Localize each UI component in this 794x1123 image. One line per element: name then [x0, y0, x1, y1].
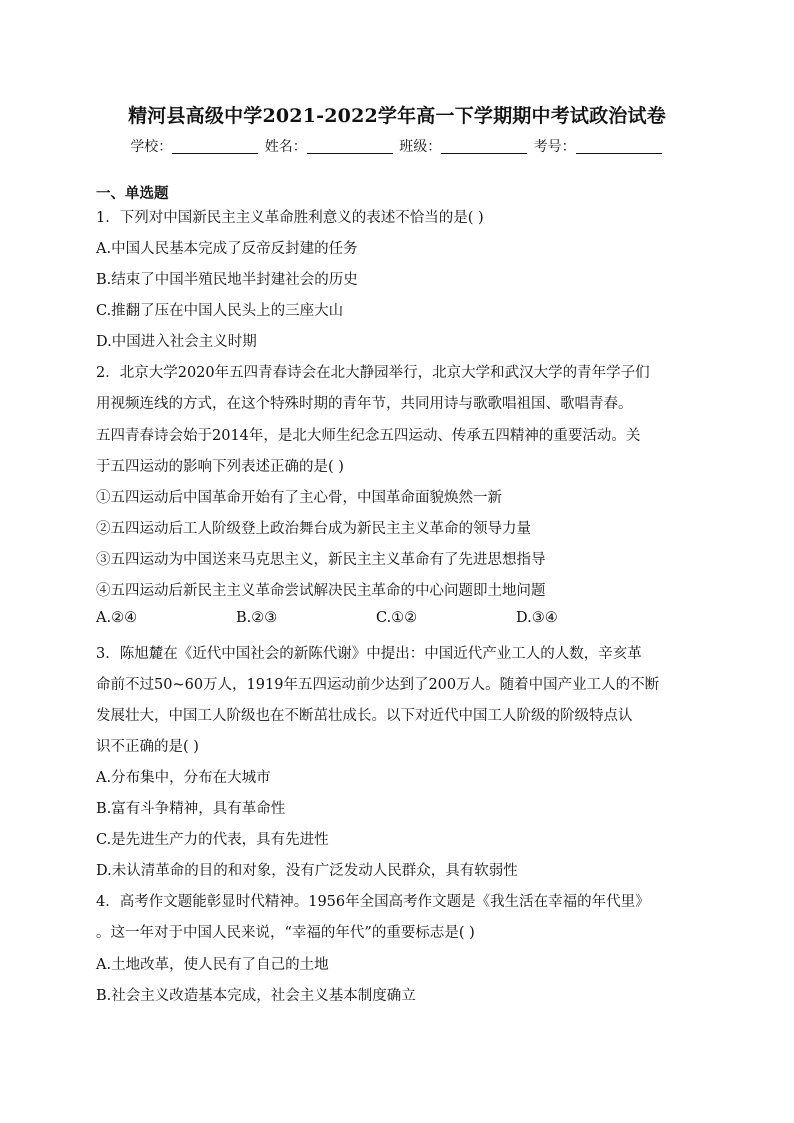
- school-blank[interactable]: [172, 139, 258, 154]
- q3-stem-line-4: 识不正确的是( ): [96, 739, 199, 755]
- number-label: 考号：: [533, 139, 576, 155]
- q3-stem-line-3: 发展壮大，中国工人阶级也在不断茁壮成长。以下对近代中国工人阶级的阶级特点认: [96, 708, 633, 724]
- q3-option-b: B.富有斗争精神，具有革命性: [96, 801, 286, 817]
- q4-option-b: B.社会主义改造基本完成，社会主义基本制度确立: [96, 988, 416, 1004]
- q3-stem-line-2: 命前不过50~60万人，1919年五四运动前少达到了200万人。随着中国产业工人的不断: [96, 677, 660, 693]
- q1-option-a: A.中国人民基本完成了反帝反封建的任务: [96, 241, 358, 257]
- school-label: 学校：: [130, 139, 173, 155]
- q2-stem-line-1: 2．北京大学2020年五四青春诗会在北大静园举行，北京大学和武汉大学的青年学子们: [96, 365, 650, 381]
- name-label: 姓名：: [264, 139, 307, 155]
- q2-statement-4: ④五四运动后新民主主义革命尝试解决民主革命的中心问题即土地问题: [96, 583, 546, 599]
- q3-stem-line-1: 3．陈旭麓在《近代中国社会的新陈代谢》中提出：中国近代产业工人的人数，辛亥革: [96, 646, 642, 662]
- q2-stem-line-2: 用视频连线的方式，在这个特殊时期的青年节，共同用诗与歌歌唱祖国、歌唱青春。: [96, 396, 633, 412]
- q2-option-a: A.②④: [96, 610, 138, 626]
- student-info-row: [0, 136, 794, 156]
- q1-stem: 1．下列对中国新民主主义革命胜利意义的表述不恰当的是( ): [96, 210, 484, 226]
- number-blank[interactable]: [576, 139, 662, 154]
- q4-stem-line-2: 。这一年对于中国人民来说，“幸福的年代”的重要标志是( ): [96, 925, 475, 941]
- q1-option-c: C.推翻了压在中国人民头上的三座大山: [96, 303, 344, 319]
- q3-option-a: A.分布集中，分布在大城市: [96, 770, 271, 786]
- q1-option-d: D.中国进入社会主义时期: [96, 334, 257, 350]
- q2-stem-line-3: 五四青春诗会始于2014年，是北大师生纪念五四运动、传承五四精神的重要活动。关: [96, 428, 641, 444]
- q4-stem-line-1: 4．高考作文题能彰显时代精神。1956年全国高考作文题是《我生活在幸福的年代里》: [96, 894, 650, 910]
- q2-options: [96, 610, 656, 626]
- q2-option-d: D.③④: [516, 610, 558, 626]
- q2-option-b: B.②③: [236, 610, 278, 626]
- class-blank[interactable]: [441, 139, 527, 154]
- q2-statement-1: ①五四运动后中国革命开始有了主心骨，中国革命面貌焕然一新: [96, 490, 502, 506]
- q3-option-d: D.未认清革命的目的和对象，没有广泛发动人民群众，具有软弱性: [96, 863, 518, 879]
- q1-option-b: B.结束了中国半殖民地半封建社会的历史: [96, 272, 358, 288]
- section-heading: 一、单选题: [96, 185, 169, 202]
- q2-statement-2: ②五四运动后工人阶级登上政治舞台成为新民主主义革命的领导力量: [96, 521, 531, 537]
- q2-stem-line-4: 于五四运动的影响下列表述正确的是( ): [96, 459, 344, 475]
- exam-title: 精河县高级中学2021-2022学年高一下学期期中考试政治试卷: [128, 105, 666, 127]
- q3-option-c: C.是先进生产力的代表，具有先进性: [96, 832, 329, 848]
- class-label: 班级：: [399, 139, 442, 155]
- name-blank[interactable]: [307, 139, 393, 154]
- q4-option-a: A.土地改革，使人民有了自己的土地: [96, 957, 329, 973]
- q2-option-c: C.①②: [376, 610, 418, 626]
- q2-statement-3: ③五四运动为中国送来马克思主义，新民主主义革命有了先进思想指导: [96, 552, 546, 568]
